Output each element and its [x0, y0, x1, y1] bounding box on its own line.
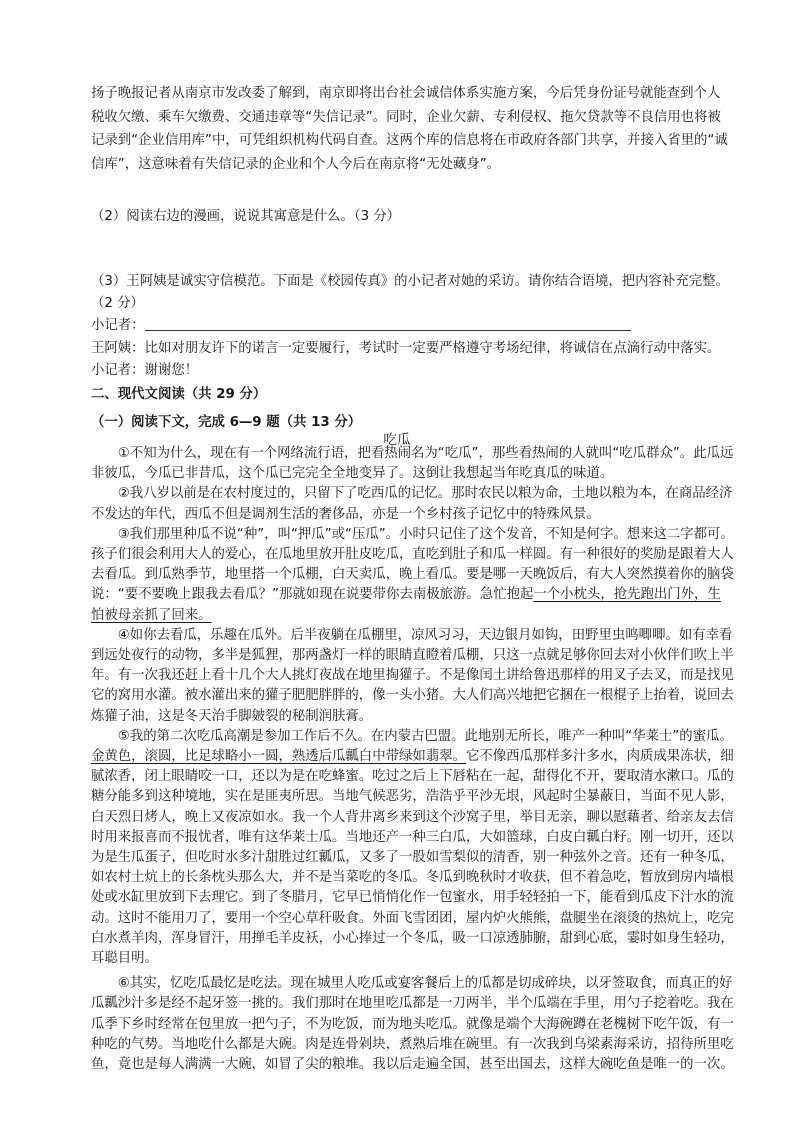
subsection-heading: （一）阅读下文，完成 6—9 题（共 13 分） — [91, 415, 362, 430]
article-body — [91, 444, 734, 1075]
paragraph-5-underlined: 金黄色，滚圆，比足球略小一圆，熟透后瓜瓤白中带绿如翡翠。 — [91, 749, 466, 765]
article-title: 吃瓜 — [383, 432, 411, 448]
answer-blank[interactable] — [145, 316, 631, 331]
article-paragraph-1: ①不知为什么，现在有一个网络流行语，把看热闹名为“吃瓜”，那些看热闹的人就叫“吃瓜群众”。此瓜远非彼瓜，今瓜已非昔瓜，这个瓜已完完全全地变异了。这倒让我想起当年吃真瓜的味道。 — [91, 446, 734, 482]
paragraph-3-text: ③我们那里种瓜不说“种”，叫“押瓜”或“压瓜”。小时只记住了这个发音，不知是何字。想来这二字都可。孩子们很会利用大人的爱心，在瓜地里放开肚皮吃瓜，直吃到肚子和瓜一样圆。有一种很好的奖励是跟着大人去看瓜。到瓜熟季节，地里搭一个瓜棚，白天卖瓜，晚上看瓜。要是哪一天晚饭后，有大人突然摸着你的脑袋说：“要不要晚上跟我去看瓜？”那就如现在说要带你去南极旅游。急忙抱起 — [91, 526, 734, 603]
dialog-line-auntie: 王阿姨：比如对朋友许下的诺言一定要履行，考试时一定要严格遵守考场纪律，将诚信在点滴行动中落实。 — [91, 340, 721, 356]
article-paragraph-2: ②我八岁以前是在农村度过的，只留下了吃西瓜的记忆。那时农民以粮为命，土地以粮为本，在商品经济不发达的年代，西瓜不但是调剂生活的奢侈品，亦是一个乡村孩子记忆中的特殊风景。 — [91, 486, 733, 522]
section-heading: 二、现代文阅读（共 29 分） — [91, 387, 267, 402]
article-paragraph-3 — [91, 525, 734, 626]
interview-dialog — [91, 315, 731, 383]
question-3: （3）王阿姨是诚实守信模范。下面是《校园传真》的小记者对她的采访。请你结合语境，把内容补充完整。（2 分） — [91, 274, 729, 311]
paragraph-3-underlined: 一个小枕头，抢先跑出门外，生怕被母亲抓了回来。 — [91, 587, 721, 623]
dialog-label-reporter: 小记者： — [91, 318, 145, 333]
paragraph-5-lead: ⑤我的第二次吃瓜高潮是参加工作后不久。在内蒙古巴盟。此地别无所长，唯产一种叫“华莱士”的蜜瓜。 — [117, 728, 733, 744]
article-paragraph-6: ⑥其实，忆吃瓜最忆是吃法。现在城里人吃瓜或宴客餐后上的瓜都是切成碎块，以牙签取食，而真正的好瓜瓤沙汁多是经不起牙签一挑的。我们那时在地里吃瓜都是一刀两半，半个瓜端在手里，用勺子挖着吃。我在瓜季下乡时经常在包里放一把勺子，不为吃饭，而为地头吃瓜。就像是端个大海碗蹲在老槐树下吃午饭，有一种吃的气势。当地吃什么都是大碗。肉是连骨剁块，煮熟后堆在碗里。有一次我到乌梁素海采访，招待所里吃鱼，竟也是每人满满一大碗，如冒了尖的粮堆。我以后走遍全国，甚至出国去，这样大碗吃鱼是唯一的一次。 — [91, 976, 734, 1073]
article-paragraph-5 — [91, 727, 734, 969]
question-2: （2）阅读右边的漫画，说说其寓意是什么。（3 分） — [91, 209, 401, 224]
dialog-line-reporter-thanks: 小记者：谢谢您！ — [91, 363, 199, 378]
intro-paragraph: 扬子晚报记者从南京市发改委了解到，南京即将出台社会诚信体系实施方案，今后凭身份证号就能查到个人税收欠缴、乘车欠缴费、交通违章等“失信记录”。同时，企业欠薪、专利侵权、拖欠贷款等不良信用也将被记录到“企业信用库”中，可凭组织机构代码自查。这两个库的信息将在市政府各部门共享，并接入省里的“诚信库”，这意味着有失信记录的企业和个人今后在南京将“无处藏身”。 — [91, 86, 728, 172]
article-paragraph-4: ④如你去看瓜，乐趣在瓜外。后半夜躺在瓜棚里，凉风习习，天边银月如钩，田野里虫鸣唧唧。如有幸看到远处夜行的动物，多半是狐狸，那两盏灯一样的眼睛直瞪着瓜棚，只这一点就足够你回去对小伙伴们吹上半年。有一次我还赶上看十几个大人挑灯夜战在地里掏獾子。不是像闰土讲给鲁迅那样的用叉子去叉，而是找见它的窝用水灌。被水灌出来的獾子肥肥胖胖的，像一头小猪。大人们高兴地把它捆在一根棍子上抬着，说回去炼獾子油，这是冬天治手脚皴裂的秘制润肤膏。 — [91, 627, 734, 724]
dialog-line-reporter-question — [91, 315, 731, 338]
paragraph-5-rest: 它不像西瓜那样多汁多水，肉质成果冻状，细腻浓香，闭上眼睛咬一口，还以为是在吃蜂蜜。吃过之后上下唇粘在一起，甜得化不开，要取清水漱口。瓜的糖分能多到这种境地，实在是匪夷所思。当地气候恶劣，浩浩乎平沙无垠，风起时尘暴蔽日，当面不见人影，白天烈日烤人，晚上又夜凉如水。我一个人背井离乡来到这个沙窝子里，举目无亲，聊以慰藉者、给亲友去信时用来报喜而不报忧者，唯有这华莱士瓜。当地还产一种三白瓜，大如篮球，白皮白瓤白籽。刚一切开，还以为是生瓜蛋子，但吃时水多汁甜胜过红瓤瓜，又多了一股如雪梨似的清香，别一种弦外之音。还有一种冬瓜，如农村土炕上的长条枕头那么大，并不是当菜吃的冬瓜。冬瓜到晚秋时才收获，但不着急吃，暂放到房内墙根处或水缸里放到下去理它。到了冬腊月，它早已悄悄化作一包蜜水，用手轻轻拍一下，能看到瓜皮下汁水的流动。这时不能用刀了，要用一个空心草秆吸食。外面飞雪团团，屋内炉火熊熊，盘腿坐在滚烫的热炕上，吃完白水煮羊肉，浑身冒汗，用掸毛羊皮袄，小心捧过一个冬瓜，吸一口凉透肺腑，甜到心底，霎时如身生轻功，耳聪目明。 — [91, 749, 734, 967]
